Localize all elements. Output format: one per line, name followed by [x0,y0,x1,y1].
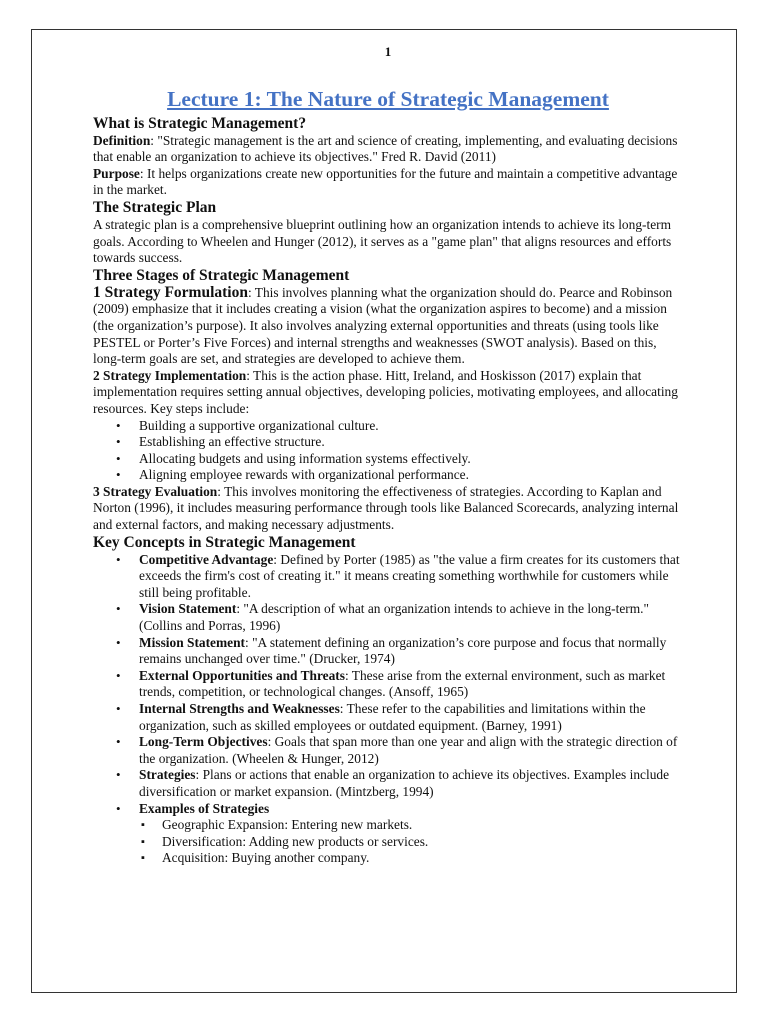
implementation-paragraph [93,368,683,418]
heading-three-stages: Three Stages of Strategic Management [93,266,350,284]
list-item: • Building a supportive organizational culture. [93,418,683,435]
definition-text: : "Strategic management is the art and science of creating, implementing, and evaluating decisions that enable an organization to achieve its objectives." Fred R. David (2011) [93,132,678,165]
heading-what-is-strategic-management: What is Strategic Management? [93,114,307,132]
purpose-text: : It helps organizations create new opportunities for the future and maintain a competitive advantage in the market. [93,165,678,198]
purpose-paragraph [93,166,683,199]
evaluation-label: 3 Strategy Evaluation [93,483,218,499]
concept-label: Strategies [139,767,196,783]
list-item: • Allocating budgets and using information systems effectively. [93,451,683,468]
implementation-label: 2 Strategy Implementation [93,367,247,383]
concept-label: Long-Term Objectives [139,734,268,750]
list-item [93,635,683,668]
formulation-text: : This involves planning what the organization should do. Pearce and Robinson (2009) emphasize that it includes creating a vision (what the organization aspires to become) and a mission (the organization’s purpose). It also involves analyzing external opportunities and threats (using tools like PESTEL or Porter’s Five Forces) and internal strengths and weaknesses (SWOT analysis). Based on this, long-term goals are set, and strategies are developed to achieve them. [93,284,673,367]
list-item [93,701,683,734]
concept-label: Competitive Advantage [139,551,274,567]
concept-text: : Goals that span more than one year and align with the strategic direction of the organization. (Wheelen & Hunger, 2012) [139,734,678,766]
concept-text: : "A description of what an organization intends to achieve in the long-term." (Collins and Porras, 1996) [139,601,649,634]
concept-text: : "A statement defining an organization’s core purpose and focus that normally remains unchanged over time." (Drucker, 1974) [139,634,667,667]
strategic-plan-paragraph: A strategic plan is a comprehensive blueprint outlining how an organization intends to achieve its long-term goals. According to Wheelen and Hunger (2012), it serves as a "game plan" that aligns resources and efforts towards success. [93,216,672,266]
formulation-paragraph [93,285,683,368]
concept-label: External Opportunities and Threats [139,667,345,683]
list-item: • Aligning employee rewards with organizational performance. [93,467,683,484]
concept-text: : These refer to the capabilities and limitations within the organization, such as skilled employees or outdated equipment. (Barney, 1991) [139,701,646,733]
key-concepts-list [93,552,683,818]
list-item [93,552,683,602]
list-item [93,801,683,818]
list-item [93,734,683,767]
concept-label: Mission Statement [139,634,246,650]
evaluation-text: : This involves monitoring the effectiveness of strategies. According to Kaplan and Norton (1996), it includes measuring performance through tools like Balanced Scorecards, analyzing internal and external factors, and making necessary adjustments. [93,483,679,533]
page-title: Lecture 1: The Nature of Strategic Management [167,86,609,111]
formulation-label: 1 Strategy Formulation [93,283,248,301]
heading-key-concepts: Key Concepts in Strategic Management [93,533,356,551]
concept-text: : Defined by Porter (1985) as "the value a firm creates for its customers that exceeds the firm's cost of creating it." it means creating something worthwhile for customers while still being profitable. [139,551,680,600]
concept-text: : These arise from the external environment, such as market trends, competition, or technological changes. (Ansoff, 1965) [139,667,666,700]
list-item [93,668,683,701]
implementation-steps-list [93,418,683,484]
list-item: ▪ Diversification: Adding new products or services. [93,834,683,851]
page-number: 1 [384,44,392,59]
concept-label: Internal Strengths and Weaknesses [139,701,340,716]
concept-text: : Plans or actions that enable an organization to achieve its objectives. Examples include diversification or market expansion. (Mintzberg, 1994) [139,767,670,799]
list-item: ▪ Acquisition: Buying another company. [93,850,683,867]
concept-label: Vision Statement [139,601,237,617]
document-content [93,44,683,867]
list-item [93,601,683,634]
list-item: ▪ Geographic Expansion: Entering new markets. [93,817,683,834]
list-item [93,767,683,800]
definition-label: Definition [93,132,151,148]
strategy-examples-list [93,817,683,867]
concept-label: Examples of Strategies [139,800,270,816]
list-item: • Establishing an effective structure. [93,434,683,451]
purpose-label: Purpose [93,165,140,181]
heading-strategic-plan: The Strategic Plan [93,198,217,216]
implementation-text: : This is the action phase. Hitt, Ireland, and Hoskisson (2017) explain that implementation requires setting annual objectives, developing policies, motivating employees, and allocating resources. Key steps include: [93,367,678,416]
evaluation-paragraph [93,484,683,534]
definition-paragraph [93,133,683,166]
